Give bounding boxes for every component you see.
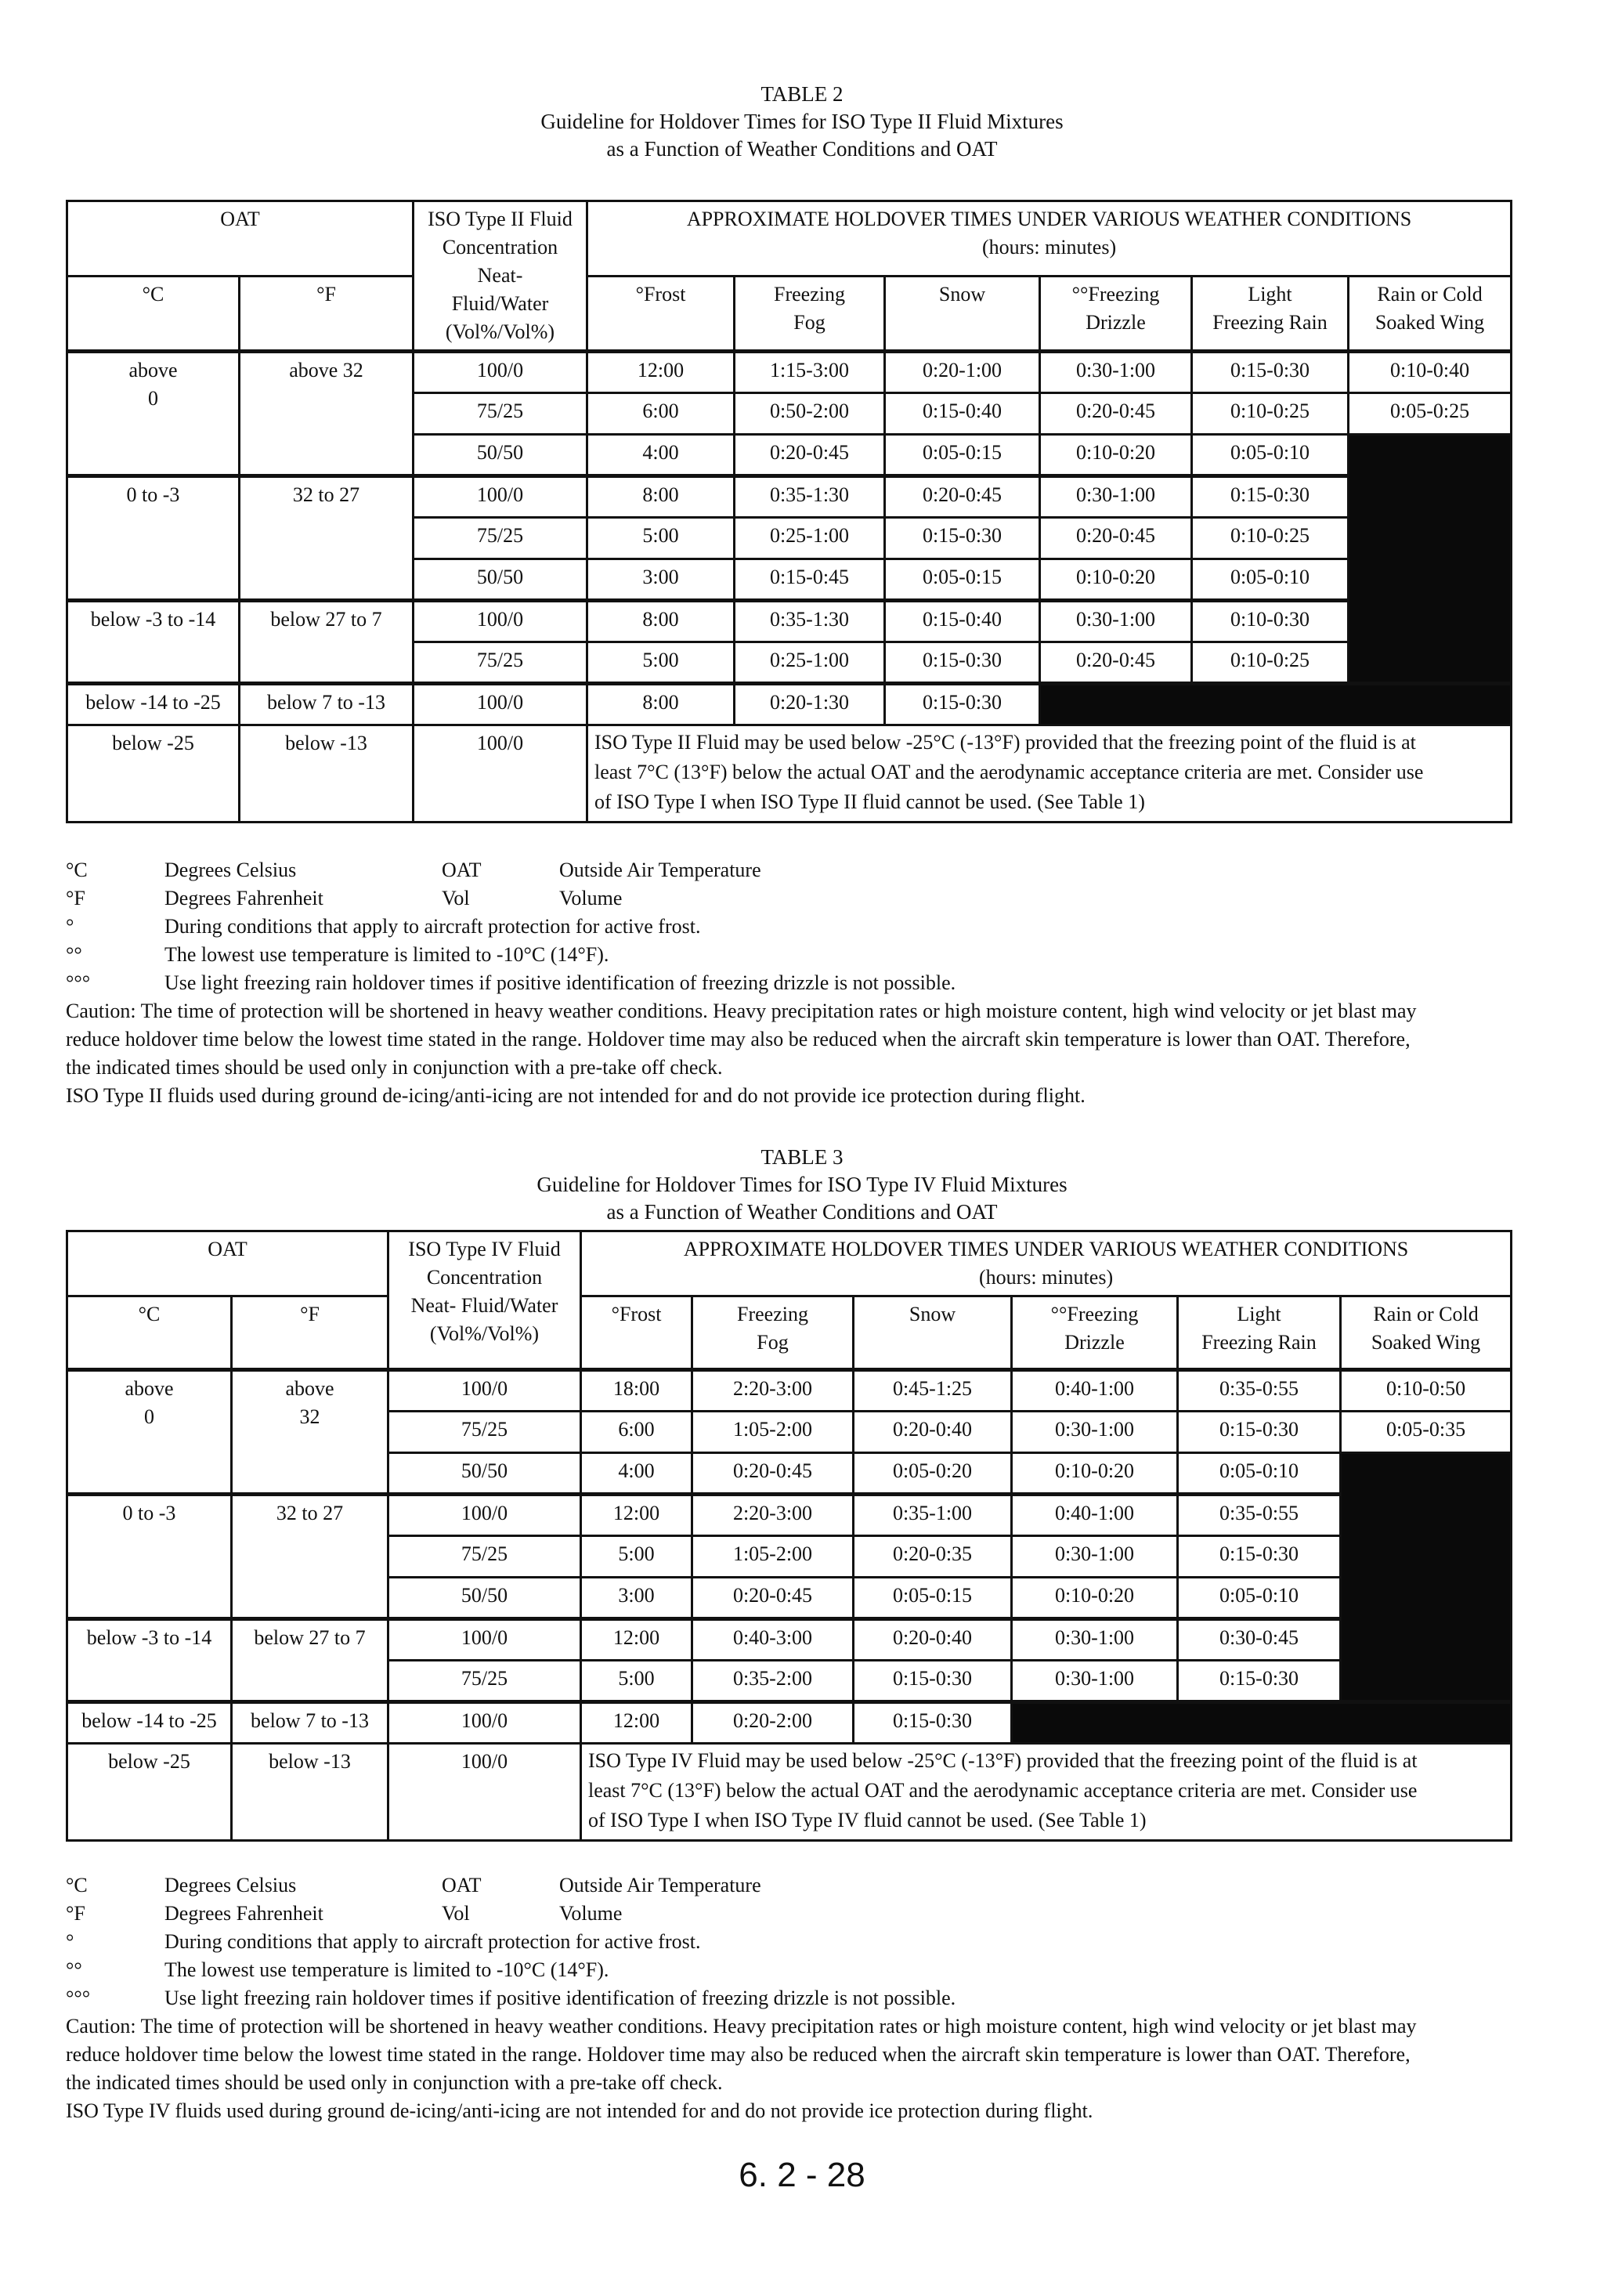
- caution-line: reduce holdover time below the lowest time stated in the range. Holdover time may also be reduced when the aircraft skin temperature is lower than OAT. Therefore,: [66, 1028, 1411, 1050]
- header-line: Fog: [793, 311, 825, 334]
- header-line: Concentration: [426, 1266, 543, 1289]
- snow-cell: 0:15-0:30: [885, 642, 1040, 684]
- concentration-cell: 100/0: [388, 1495, 581, 1536]
- oat-fahrenheit-cell: below -13: [232, 1744, 388, 1841]
- table3-holdover: [66, 1230, 1512, 1842]
- legend-row: [66, 884, 1554, 913]
- table-row: [67, 1370, 1512, 1412]
- drizzle-cell: 0:10-0:20: [1040, 559, 1192, 601]
- oat-fahrenheit-cell: below -13: [240, 725, 414, 823]
- approx-header: [587, 201, 1512, 277]
- fog-cell: 2:20-3:00: [692, 1370, 854, 1412]
- drizzle-cell: 0:20-0:45: [1040, 393, 1192, 435]
- legend-row: [66, 913, 1554, 941]
- legend-text: Volume: [559, 887, 623, 909]
- header-line: ISO Type IV Fluid: [408, 1238, 561, 1260]
- light-rain-cell: 0:35-0:55: [1178, 1495, 1341, 1536]
- table3-caption-line: TABLE 3: [760, 1145, 844, 1169]
- header-line: Freezing Rain: [1212, 311, 1328, 334]
- approx-header: [581, 1231, 1512, 1296]
- legend-symbol: OAT: [442, 1874, 482, 1896]
- caution-line: reduce holdover time below the lowest time stated in the range. Holdover time may also be reduced when the aircraft skin temperature is lower than OAT. Therefore,: [66, 2043, 1411, 2066]
- header-line: Rain or Cold: [1377, 283, 1483, 306]
- light-rain-cell: 0:05-0:10: [1178, 1453, 1341, 1495]
- header-line: Freezing: [774, 283, 845, 306]
- oat-fahrenheit-cell: above 32: [240, 352, 414, 476]
- header-line: ISO Type II Fluid: [428, 208, 573, 230]
- light-rain-header: [1192, 277, 1349, 352]
- fog-cell: 2:20-3:00: [692, 1495, 854, 1536]
- fog-cell: 1:05-2:00: [692, 1536, 854, 1578]
- low-temperature-note: [581, 1744, 1512, 1841]
- frost-cell: 5:00: [587, 642, 735, 684]
- cold-soak-header: [1341, 1296, 1512, 1370]
- oat-fahrenheit-cell: 32 to 27: [232, 1495, 388, 1619]
- table-row: [67, 1744, 1512, 1841]
- legend-symbol: °°: [66, 943, 82, 966]
- fog-cell: 0:20-0:45: [735, 435, 885, 476]
- frost-cell: 4:00: [581, 1453, 692, 1495]
- drizzle-cell: 0:30-1:00: [1012, 1536, 1178, 1578]
- fahrenheit-header: °F: [232, 1296, 388, 1370]
- legend-row: [66, 1900, 1554, 1928]
- caution-line: the indicated times should be used only in conjunction with a pre-take off check.: [66, 2071, 723, 2094]
- note-line: least 7°C (13°F) below the actual OAT and the aerodynamic acceptance criteria are met. Consider use: [588, 1779, 1418, 1802]
- header-line: Rain or Cold: [1373, 1303, 1479, 1325]
- table-row: [67, 352, 1512, 393]
- table-row: [67, 1495, 1512, 1536]
- table2-caption-line: as a Function of Weather Conditions and OAT: [606, 137, 998, 161]
- concentration-header: [414, 201, 587, 352]
- light-rain-header: [1178, 1296, 1341, 1370]
- header-line: Drizzle: [1086, 311, 1146, 334]
- header-line: Drizzle: [1064, 1331, 1125, 1354]
- oat-line: above: [125, 1377, 174, 1400]
- oat-line: above: [128, 359, 178, 381]
- snow-cell: 0:05-0:15: [885, 559, 1040, 601]
- cold-soak-cell: 0:10-0:40: [1349, 352, 1512, 393]
- table2-legend: [66, 856, 1554, 1110]
- concentration-cell: 75/25: [388, 1412, 581, 1453]
- oat-line: 32: [299, 1405, 320, 1428]
- oat-celsius-cell: 0 to -3: [67, 1495, 232, 1619]
- drizzle-header: [1012, 1296, 1178, 1370]
- oat-celsius-cell: 0 to -3: [67, 476, 240, 601]
- light-rain-cell: 0:35-0:55: [1178, 1370, 1341, 1412]
- legend-row: [66, 1871, 1554, 1900]
- legend-text: Volume: [559, 1902, 623, 1925]
- fog-cell: 0:40-3:00: [692, 1619, 854, 1661]
- frost-cell: 3:00: [587, 559, 735, 601]
- snow-cell: 0:05-0:20: [854, 1453, 1012, 1495]
- header-line: APPROXIMATE HOLDOVER TIMES UNDER VARIOUS WEATHER CONDITIONS: [683, 1238, 1409, 1260]
- fog-header: [692, 1296, 854, 1370]
- oat-line: 0: [144, 1405, 154, 1428]
- flight-protection-note: ISO Type IV fluids used during ground de-icing/anti-icing are not intended for and do not provide ice protection during flight.: [66, 2099, 1093, 2122]
- note-line: least 7°C (13°F) below the actual OAT and the aerodynamic acceptance criteria are met. Consider use: [594, 761, 1424, 783]
- cold-soak-cell: 0:05-0:25: [1349, 393, 1512, 435]
- snow-cell: 0:20-0:45: [885, 476, 1040, 518]
- snow-cell: 0:05-0:15: [854, 1578, 1012, 1619]
- fog-cell: 0:25-1:00: [735, 642, 885, 684]
- light-rain-cell: 0:05-0:10: [1192, 559, 1349, 601]
- snow-cell: 0:45-1:25: [854, 1370, 1012, 1412]
- drizzle-cell: 0:20-0:45: [1040, 642, 1192, 684]
- frost-cell: 12:00: [587, 352, 735, 393]
- concentration-cell: 75/25: [414, 518, 587, 559]
- header-line: Light: [1237, 1303, 1281, 1325]
- legend-row: [66, 969, 1554, 997]
- concentration-cell: 75/25: [414, 393, 587, 435]
- legend-symbol: °°: [66, 1958, 82, 1981]
- legend-symbol: °F: [66, 1902, 85, 1925]
- header-line: Fluid/Water: [451, 292, 549, 315]
- concentration-cell: 75/25: [388, 1536, 581, 1578]
- drizzle-cell: 0:30-1:00: [1012, 1412, 1178, 1453]
- frost-header: °Frost: [581, 1296, 692, 1370]
- oat-celsius-cell: below -3 to -14: [67, 1619, 232, 1702]
- concentration-cell: 50/50: [388, 1453, 581, 1495]
- drizzle-cell: 0:10-0:20: [1012, 1453, 1178, 1495]
- concentration-cell: 100/0: [388, 1370, 581, 1412]
- snow-cell: 0:15-0:30: [854, 1661, 1012, 1702]
- frost-cell: 12:00: [581, 1702, 692, 1744]
- light-rain-cell: 0:05-0:10: [1192, 435, 1349, 476]
- table3-caption: [0, 1144, 1604, 1226]
- fog-cell: 0:20-1:30: [735, 684, 885, 725]
- frost-cell: 5:00: [581, 1661, 692, 1702]
- note-line: ISO Type II Fluid may be used below -25°C (-13°F) provided that the freezing point of the fluid is at: [594, 731, 1416, 754]
- drizzle-cell: 0:20-0:45: [1040, 518, 1192, 559]
- header-line: Neat- Fluid/Water: [410, 1294, 558, 1317]
- header-line: (hours: minutes): [978, 1266, 1114, 1289]
- oat-fahrenheit-cell: below 7 to -13: [232, 1702, 388, 1744]
- oat-celsius-cell: below -14 to -25: [67, 1702, 232, 1744]
- concentration-cell: 100/0: [388, 1702, 581, 1744]
- oat-line: 0: [148, 387, 158, 410]
- light-rain-cell: 0:15-0:30: [1178, 1661, 1341, 1702]
- header-line: Freezing Rain: [1201, 1331, 1317, 1354]
- header-line: (hours: minutes): [981, 236, 1117, 259]
- snow-header: Snow: [885, 277, 1040, 352]
- concentration-cell: 50/50: [388, 1578, 581, 1619]
- snow-cell: 0:20-1:00: [885, 352, 1040, 393]
- fog-cell: 0:20-0:45: [692, 1578, 854, 1619]
- snow-cell: 0:20-0:40: [854, 1619, 1012, 1661]
- legend-symbol: °: [66, 915, 74, 938]
- oat-celsius-cell: below -25: [67, 1744, 232, 1841]
- note-line: ISO Type IV Fluid may be used below -25°C (-13°F) provided that the freezing point of the fluid is at: [588, 1749, 1418, 1772]
- concentration-cell: 100/0: [414, 601, 587, 642]
- snow-cell: 0:15-0:40: [885, 601, 1040, 642]
- light-rain-cell: 0:15-0:30: [1178, 1536, 1341, 1578]
- light-rain-cell: 0:10-0:30: [1192, 601, 1349, 642]
- drizzle-cell: 0:10-0:20: [1012, 1578, 1178, 1619]
- light-rain-cell: 0:15-0:30: [1192, 476, 1349, 518]
- legend-symbol: OAT: [442, 859, 482, 881]
- concentration-cell: 50/50: [414, 559, 587, 601]
- frost-cell: 8:00: [587, 684, 735, 725]
- legend-row: [66, 1984, 1554, 2012]
- frost-cell: 5:00: [587, 518, 735, 559]
- table-row: [67, 1619, 1512, 1661]
- table-row: [67, 684, 1512, 725]
- legend-row: [66, 941, 1554, 969]
- not-applicable-block: [1349, 435, 1512, 684]
- frost-cell: 5:00: [581, 1536, 692, 1578]
- snow-cell: 0:15-0:30: [885, 518, 1040, 559]
- frost-cell: 4:00: [587, 435, 735, 476]
- table-row: [67, 476, 1512, 518]
- fog-cell: 0:25-1:00: [735, 518, 885, 559]
- oat-celsius-cell: below -14 to -25: [67, 684, 240, 725]
- snow-cell: 0:35-1:00: [854, 1495, 1012, 1536]
- legend-row: [66, 1956, 1554, 1984]
- legend-text: Degrees Celsius: [164, 1874, 297, 1896]
- header-line: Concentration: [442, 236, 558, 259]
- snow-cell: 0:05-0:15: [885, 435, 1040, 476]
- oat-celsius-cell: [67, 352, 240, 476]
- frost-cell: 6:00: [581, 1412, 692, 1453]
- legend-text: Use light freezing rain holdover times if positive identification of freezing drizzle is not possible.: [164, 1987, 956, 2009]
- snow-cell: 0:15-0:30: [854, 1702, 1012, 1744]
- header-line: (Vol%/Vol%): [429, 1322, 540, 1345]
- header-line: Fog: [757, 1331, 789, 1354]
- table2-caption-line: TABLE 2: [760, 82, 844, 106]
- concentration-cell: 100/0: [414, 684, 587, 725]
- frost-cell: 12:00: [581, 1619, 692, 1661]
- oat-line: above: [285, 1377, 334, 1400]
- fog-cell: 1:05-2:00: [692, 1412, 854, 1453]
- legend-symbol: Vol: [442, 1902, 470, 1925]
- header-line: Neat-: [477, 264, 523, 287]
- fog-header: [735, 277, 885, 352]
- frost-cell: 6:00: [587, 393, 735, 435]
- snow-header: Snow: [854, 1296, 1012, 1370]
- snow-cell: 0:20-0:35: [854, 1536, 1012, 1578]
- concentration-cell: 100/0: [414, 352, 587, 393]
- header-line: °°Freezing: [1050, 1303, 1139, 1325]
- header-line: APPROXIMATE HOLDOVER TIMES UNDER VARIOUS WEATHER CONDITIONS: [686, 208, 1412, 230]
- concentration-cell: 75/25: [414, 642, 587, 684]
- snow-cell: 0:15-0:40: [885, 393, 1040, 435]
- oat-fahrenheit-cell: below 7 to -13: [240, 684, 414, 725]
- legend-row: [66, 1928, 1554, 1956]
- celsius-header: °C: [67, 277, 240, 352]
- header-line: Freezing: [737, 1303, 808, 1325]
- note-line: of ISO Type I when ISO Type IV fluid cannot be used. (See Table 1): [588, 1809, 1147, 1831]
- table-row: [67, 1702, 1512, 1744]
- table-row: [67, 601, 1512, 642]
- fog-cell: 0:35-1:30: [735, 601, 885, 642]
- page-number: 6. 2 - 28: [739, 2156, 865, 2194]
- light-rain-cell: 0:30-0:45: [1178, 1619, 1341, 1661]
- flight-protection-note: ISO Type II fluids used during ground de-icing/anti-icing are not intended for and do not provide ice protection during flight.: [66, 1084, 1086, 1107]
- legend-symbol: °C: [66, 1874, 88, 1896]
- frost-cell: 8:00: [587, 601, 735, 642]
- concentration-cell: 100/0: [414, 725, 587, 823]
- caution-line: Caution: The time of protection will be shortened in heavy weather conditions. Heavy precipitation rates or high moisture content, high wind velocity or jet blast may: [66, 1000, 1417, 1022]
- drizzle-cell: 0:30-1:00: [1012, 1661, 1178, 1702]
- table2-caption: [0, 81, 1604, 163]
- cold-soak-cell: 0:10-0:50: [1341, 1370, 1512, 1412]
- legend-text: Degrees Celsius: [164, 859, 297, 881]
- legend-text: Outside Air Temperature: [559, 1874, 761, 1896]
- caution-line: Caution: The time of protection will be shortened in heavy weather conditions. Heavy precipitation rates or high moisture content, high wind velocity or jet blast may: [66, 2015, 1417, 2037]
- oat-header: OAT: [67, 1231, 388, 1296]
- oat-celsius-cell: below -3 to -14: [67, 601, 240, 684]
- oat-celsius-cell: [67, 1370, 232, 1495]
- legend-symbol: °°°: [66, 1987, 91, 2009]
- fog-cell: 0:35-2:00: [692, 1661, 854, 1702]
- not-applicable-block: [1040, 684, 1512, 725]
- concentration-cell: 75/25: [388, 1661, 581, 1702]
- oat-header: OAT: [67, 201, 414, 277]
- drizzle-cell: 0:40-1:00: [1012, 1370, 1178, 1412]
- frost-cell: 18:00: [581, 1370, 692, 1412]
- legend-row: [66, 856, 1554, 884]
- legend-symbol: °F: [66, 887, 85, 909]
- caution-line: the indicated times should be used only in conjunction with a pre-take off check.: [66, 1056, 723, 1079]
- light-rain-cell: 0:05-0:10: [1178, 1578, 1341, 1619]
- legend-symbol: Vol: [442, 887, 470, 909]
- table2-caption-line: Guideline for Holdover Times for ISO Type II Fluid Mixtures: [540, 110, 1064, 133]
- drizzle-cell: 0:10-0:20: [1040, 435, 1192, 476]
- oat-fahrenheit-cell: 32 to 27: [240, 476, 414, 601]
- header-line: (Vol%/Vol%): [445, 320, 555, 343]
- fog-cell: 0:20-0:45: [692, 1453, 854, 1495]
- fog-cell: 1:15-3:00: [735, 352, 885, 393]
- table3-caption-line: Guideline for Holdover Times for ISO Type IV Fluid Mixtures: [536, 1173, 1068, 1196]
- fog-cell: 0:15-0:45: [735, 559, 885, 601]
- table2-holdover: [66, 200, 1512, 823]
- light-rain-cell: 0:15-0:30: [1192, 352, 1349, 393]
- concentration-cell: 100/0: [388, 1619, 581, 1661]
- table3-caption-line: as a Function of Weather Conditions and OAT: [606, 1200, 998, 1224]
- legend-symbol: °°°: [66, 971, 91, 994]
- note-line: of ISO Type I when ISO Type II fluid cannot be used. (See Table 1): [594, 790, 1145, 813]
- oat-fahrenheit-cell: below 27 to 7: [232, 1619, 388, 1702]
- header-line: Light: [1248, 283, 1292, 306]
- frost-header: °Frost: [587, 277, 735, 352]
- fog-cell: 0:35-1:30: [735, 476, 885, 518]
- frost-cell: 3:00: [581, 1578, 692, 1619]
- cold-soak-cell: 0:05-0:35: [1341, 1412, 1512, 1453]
- low-temperature-note: [587, 725, 1512, 823]
- legend-text: Use light freezing rain holdover times if positive identification of freezing drizzle is not possible.: [164, 971, 956, 994]
- snow-cell: 0:20-0:40: [854, 1412, 1012, 1453]
- header-line: Soaked Wing: [1375, 311, 1485, 334]
- legend-text: The lowest use temperature is limited to -10°C (14°F).: [164, 1958, 609, 1981]
- drizzle-cell: 0:30-1:00: [1040, 352, 1192, 393]
- legend-text: During conditions that apply to aircraft protection for active frost.: [164, 1930, 701, 1953]
- drizzle-cell: 0:30-1:00: [1012, 1619, 1178, 1661]
- legend-text: Degrees Fahrenheit: [164, 887, 323, 909]
- light-rain-cell: 0:15-0:30: [1178, 1412, 1341, 1453]
- drizzle-cell: 0:30-1:00: [1040, 601, 1192, 642]
- drizzle-cell: 0:30-1:00: [1040, 476, 1192, 518]
- frost-cell: 8:00: [587, 476, 735, 518]
- concentration-cell: 100/0: [414, 476, 587, 518]
- legend-symbol: °C: [66, 859, 88, 881]
- header-line: °°Freezing: [1071, 283, 1160, 306]
- table3-legend: [66, 1871, 1554, 2125]
- fog-cell: 0:50-2:00: [735, 393, 885, 435]
- frost-cell: 12:00: [581, 1495, 692, 1536]
- celsius-header: °C: [67, 1296, 232, 1370]
- oat-celsius-cell: below -25: [67, 725, 240, 823]
- legend-text: During conditions that apply to aircraft protection for active frost.: [164, 915, 701, 938]
- oat-fahrenheit-cell: [232, 1370, 388, 1495]
- legend-text: The lowest use temperature is limited to -10°C (14°F).: [164, 943, 609, 966]
- legend-symbol: °: [66, 1930, 74, 1953]
- fog-cell: 0:20-2:00: [692, 1702, 854, 1744]
- snow-cell: 0:15-0:30: [885, 684, 1040, 725]
- light-rain-cell: 0:10-0:25: [1192, 518, 1349, 559]
- concentration-cell: 50/50: [414, 435, 587, 476]
- not-applicable-block: [1012, 1702, 1512, 1744]
- oat-fahrenheit-cell: below 27 to 7: [240, 601, 414, 684]
- concentration-header: [388, 1231, 581, 1370]
- legend-text: Outside Air Temperature: [559, 859, 761, 881]
- concentration-cell: 100/0: [388, 1744, 581, 1841]
- light-rain-cell: 0:10-0:25: [1192, 642, 1349, 684]
- cold-soak-header: [1349, 277, 1512, 352]
- not-applicable-block: [1341, 1453, 1512, 1702]
- drizzle-cell: 0:40-1:00: [1012, 1495, 1178, 1536]
- drizzle-header: [1040, 277, 1192, 352]
- legend-text: Degrees Fahrenheit: [164, 1902, 323, 1925]
- light-rain-cell: 0:10-0:25: [1192, 393, 1349, 435]
- table-row: [67, 725, 1512, 823]
- header-line: Soaked Wing: [1371, 1331, 1481, 1354]
- fahrenheit-header: °F: [240, 277, 414, 352]
